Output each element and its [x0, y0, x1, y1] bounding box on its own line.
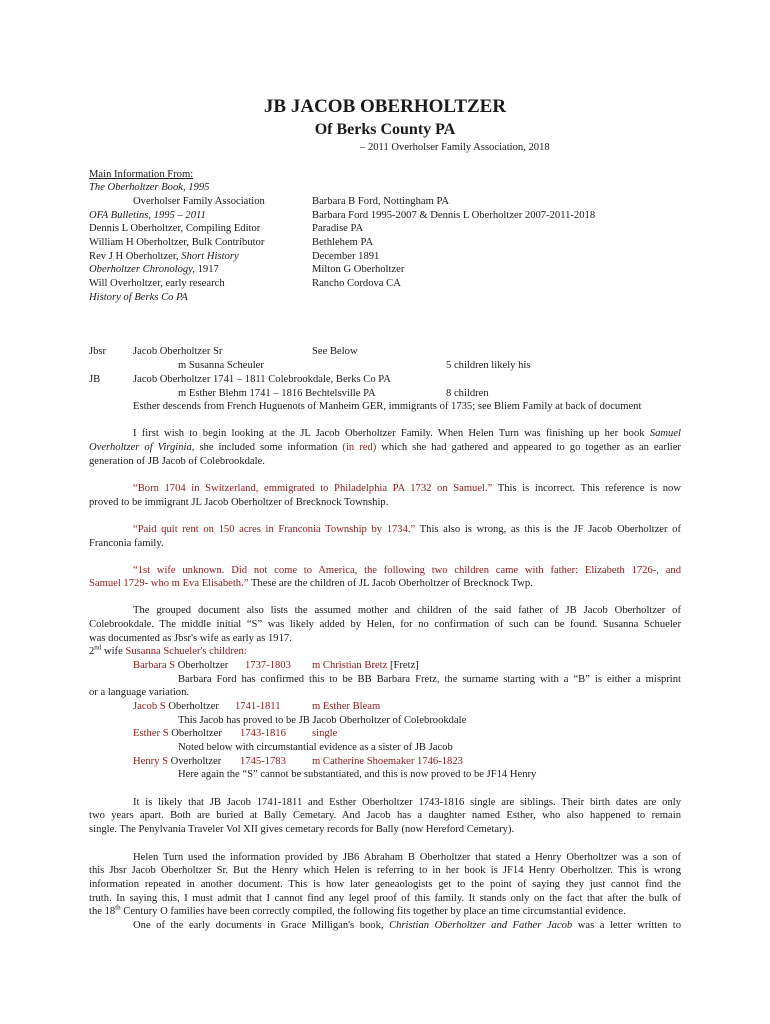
child-note: Here again the “S” cannot be substantiated, and this is now proved to be JF14 Henry	[178, 769, 537, 780]
source-item: The Oberholtzer Book, 1995	[89, 182, 210, 193]
source-detail: Rancho Cordova CA	[312, 278, 401, 289]
paragraph-line: One of the early documents in Grace Milligan's book, Christian Oberholtzer and Father Jacob was a letter written to	[133, 920, 682, 931]
child-spouse: single	[312, 728, 338, 739]
copyright-line: – 2011 Overholser Family Association, 2018	[360, 142, 550, 153]
paragraph-line: “1st wife unknown. Did not come to America, the following two children came with father: Elizabeth 1726-, and	[133, 565, 681, 576]
child-note: Barbara Ford has confirmed this to be BB Barbara Fretz, the surname starting with a “B” is either a misprint	[178, 674, 681, 685]
source-item: William H Oberholtzer, Bulk Contributor	[89, 237, 265, 248]
source-item: Oberholtzer Chronology, 1917	[89, 264, 219, 275]
lineage-spouse: m Susanna Scheuler	[178, 360, 264, 371]
paragraph-line: the 18th Century O families have been correctly compiled, the following fits together by place an time circumstantial evidence.	[89, 903, 626, 917]
source-item: OFA Bulletins, 1995 – 2011	[89, 210, 206, 221]
paragraph-line: was documented as Jbsr's wife as early as 1917.	[89, 633, 292, 644]
paragraph-line: Overholtzer of Virginia, she included some information (in red) which she had gathered and appeared to go together as an earlier	[89, 442, 681, 453]
child-note: This Jacob has proved to be JB Jacob Oberholtzer of Colebrookdale	[178, 715, 467, 726]
paragraph-line: It is likely that JB Jacob 1741-1811 and Esther Oberholtzer 1743-1816 single are siblings. Their birth dates are only	[133, 797, 681, 808]
page-title: JB JACOB OBERHOLTZER	[263, 96, 507, 117]
lineage-note: See Below	[312, 346, 358, 357]
source-detail: Barbara Ford 1995-2007 & Dennis L Oberholtzer 2007-2011-2018	[312, 210, 596, 221]
paragraph-line: this Jbsr Jacob Oberholtzer Sr. But the Henry which Helen is referring to in her book is JF14 Henry Oberholtzer. This is wrong	[89, 865, 681, 876]
source-detail: Paradise PA	[312, 223, 364, 234]
child-dates: 1737-1803	[245, 660, 291, 671]
paragraph-line: truth. In saying this, I must admit that I cannot find any legel proof of this family. It stands only on the fact that after the bulk of	[89, 893, 681, 904]
paragraph-line: Samuel 1729- who m Eva Elisabeth.” These are the children of JL Jacob Oberholtzer of Brecknock Twp.	[89, 578, 533, 589]
paragraph-line: generation of JB Jacob of Colebrookdale.	[89, 456, 265, 467]
source-item: Rev J H Oberholtzer, Short History	[89, 251, 239, 262]
source-detail: Barbara B Ford, Nottingham PA	[312, 196, 450, 207]
paragraph-line: information repeated in another document. This is how later geneaologists get to the point of saying they just cannot find the	[89, 879, 681, 890]
second-wife-heading: 2nd wife Susanna Schueler's children:	[89, 643, 247, 657]
child-spouse: m Christian Bretz [Fretz]	[312, 660, 419, 671]
source-detail: December 1891	[312, 251, 380, 262]
paragraph-line: proved to be immigrant JL Jacob Oberholtzer of Brecknock Township.	[89, 497, 389, 508]
source-item: History of Berks Co PA	[89, 292, 188, 303]
lineage-name: Jacob Oberholtzer Sr	[133, 346, 223, 357]
child-dates: 1745-1783	[240, 756, 286, 767]
child-row: Henry S Overholtzer	[133, 756, 222, 767]
source-detail: Bethlehem PA	[312, 237, 374, 248]
source-item: Overholser Family Association	[133, 196, 265, 207]
child-spouse: m Esther Bleam	[312, 701, 381, 712]
paragraph-line: single. The Penylvania Traveler Vol XII gives cemetary records for Bally (now Hereford Cemetary).	[89, 824, 515, 835]
lineage-code: JB	[89, 374, 101, 385]
source-detail: Milton G Oberholtzer	[312, 264, 405, 275]
source-item: Dennis L Oberholtzer, Compiling Editor	[89, 223, 261, 234]
lineage-note: Esther descends from French Huguenots of Manheim GER, immigrants of 1735; see Bliem Family at back of document	[133, 401, 642, 412]
lineage-children: 8 children	[446, 388, 489, 399]
paragraph-line: Franconia family.	[89, 538, 164, 549]
paragraph-line: Colebrookdale. The middle initial “S” was likely added by Helen, for no confirmation of such can be found. Susanna Schueler	[89, 619, 681, 630]
paragraph-line: “Born 1704 in Switzerland, emmigrated to Philadelphia PA 1732 on Samuel.” This is incorrect. This reference is now	[133, 483, 681, 494]
paragraph-line: “Paid quit rent on 150 acres in Franconia Township by 1734.” This also is wrong, as this is the JF Jacob Oberholtzer of	[133, 524, 681, 535]
sources-heading: Main Information From:	[89, 169, 194, 180]
paragraph-line: I first wish to begin looking at the JL Jacob Oberholtzer Family. When Helen Turn was finishing up her book Samuel	[133, 428, 681, 439]
page-subtitle: Of Berks County PA	[314, 121, 456, 138]
lineage-code: Jbsr	[89, 346, 107, 357]
source-item: Will Overholtzer, early research	[89, 278, 225, 289]
lineage-children: 5 children likely his	[446, 360, 531, 371]
child-spouse: m Catherine Shoemaker 1746-1823	[312, 756, 463, 767]
child-row: Esther S Oberholtzer	[133, 728, 222, 739]
child-dates: 1743-1816	[240, 728, 286, 739]
lineage-name: Jacob Oberholtzer 1741 – 1811 Colebrookdale, Berks Co PA	[133, 374, 391, 385]
lineage-spouse: m Esther Blehm 1741 – 1816 Bechtelsville PA	[178, 388, 376, 399]
paragraph-line: Helen Turn used the information provided by JB6 Abraham B Oberholtzer that stated a Henry Oberholtzer was a son of	[133, 852, 681, 863]
paragraph-line: two years apart. Both are buried at Bally Cemetary. And Jacob has a daughter named Esther, who also happened to remain	[89, 810, 681, 821]
child-note: Noted below with circumstantial evidence as a sister of JB Jacob	[178, 742, 453, 753]
child-row: Barbara S Oberholtzer	[133, 660, 229, 671]
child-dates: 1741-1811	[235, 701, 281, 712]
paragraph-line: The grouped document also lists the assumed mother and children of the said father of JB Jacob Oberholtzer of	[133, 605, 681, 616]
child-note: or a language variation.	[89, 687, 190, 698]
child-row: Jacob S Oberholtzer	[133, 701, 219, 712]
